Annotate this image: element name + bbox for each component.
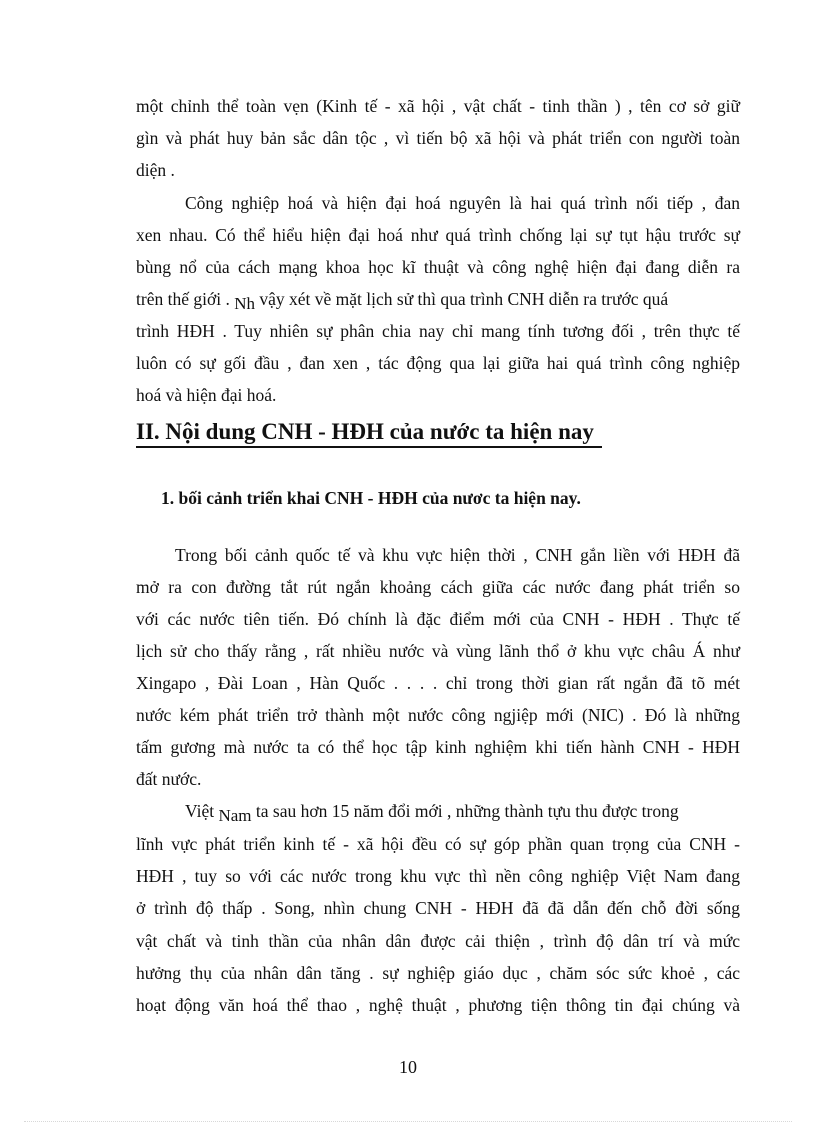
- text-fragment: Nam: [218, 806, 252, 825]
- paragraph-line: nước kém phát triển trở thành một nước công ngjiệp mới (NIC) . Đó là những: [136, 705, 740, 725]
- text-fragment: vậy xét về mặt lịch sử thì qua trình CNH diễn ra trước quá: [259, 289, 669, 309]
- paragraph-line: vật chất và tinh thần của nhân dân được cải thiện , trình độ dân trí và mức: [136, 931, 740, 951]
- paragraph-line: xen nhau. Có thể hiểu hiện đại hoá như quá trình chống lại sự tụt hậu trước sự: [136, 225, 740, 245]
- paragraph-line: diện .: [136, 160, 175, 180]
- paragraph-line: tấm gương mà nước ta có thể học tập kinh nghiệm khi tiến hành CNH - HĐH: [136, 737, 740, 757]
- paragraph-line: luôn có sự gối đầu , đan xen , tác động qua lại giữa hai quá trình công nghiệp: [136, 353, 740, 373]
- paragraph-line: lịch sử cho thấy rằng , rất nhiều nước và vùng lãnh thổ ở khu vực châu Á như: [136, 641, 740, 661]
- paragraph-line: một chỉnh thể toàn vẹn (Kinh tế - xã hội , vật chất - tinh thần ) , tên cơ sở giữ: [136, 96, 740, 116]
- paragraph-line: đất nước.: [136, 769, 202, 789]
- paragraph-line: ở trình độ thấp . Song, nhìn chung CNH - HĐH đã đã dẫn đến chỗ đời sống: [136, 898, 740, 918]
- text-fragment: ta sau hơn 15 năm đổi mới , những thành tựu thu được trong: [255, 801, 679, 821]
- paragraph-line: [136, 287, 740, 312]
- page-bottom-edge: [24, 1121, 792, 1122]
- text-fragment: Nh: [234, 294, 255, 313]
- paragraph-line: trình HĐH . Tuy nhiên sự phân chia nay chỉ mang tính tương đối , trên thực tế: [136, 321, 740, 341]
- text-fragment: trên thế giới .: [136, 289, 230, 309]
- paragraph-line: mở ra con đường tắt rút ngắn khoảng cách giữa các nước đang phát triển so: [136, 577, 740, 597]
- subsection-heading: 1. bối cảnh triển khai CNH - HĐH của nươc ta hiện nay.: [161, 488, 581, 508]
- paragraph-line: hưởng thụ của nhân dân tăng . sự nghiệp giáo dục , chăm sóc sức khoẻ , các: [136, 963, 740, 983]
- paragraph-line: gìn và phát huy bản sắc dân tộc , vì tiến bộ xã hội và phát triển con người toàn: [136, 128, 740, 148]
- paragraph-line: bùng nổ của cách mạng khoa học kĩ thuật và công nghệ hiện đại đang diễn ra: [136, 257, 740, 277]
- paragraph-line: Công nghiệp hoá và hiện đại hoá nguyên là hai quá trình nối tiếp , đan: [185, 193, 740, 213]
- page-number: 10: [399, 1057, 417, 1077]
- paragraph-line: lĩnh vực phát triển kinh tế - xã hội đều có sự góp phần quan trọng của CNH -: [136, 834, 740, 854]
- paragraph-line: Trong bối cảnh quốc tế và khu vực hiện thời , CNH gắn liền với HĐH đã: [175, 545, 740, 565]
- paragraph-line: hoạt động văn hoá thể thao , nghệ thuật , phương tiện thông tin đại chúng và: [136, 995, 740, 1015]
- paragraph-line: HĐH , tuy so với các nước trong khu vực thì nền công nghiệp Việt Nam đang: [136, 866, 740, 886]
- text-fragment: Việt: [185, 801, 215, 821]
- paragraph-line: Xingapo , Đài Loan , Hàn Quốc . . . . chỉ trong thời gian rất ngắn đã tõ mét: [136, 673, 740, 693]
- paragraph-line: hoá và hiện đại hoá.: [136, 385, 277, 405]
- paragraph-line: với các nước tiên tiến. Đó chính là đặc điểm mới của CNH - HĐH . Thực tế: [136, 609, 740, 629]
- section-heading: II. Nội dung CNH - HĐH của nước ta hiện nay: [136, 418, 602, 448]
- paragraph-line: [185, 799, 740, 824]
